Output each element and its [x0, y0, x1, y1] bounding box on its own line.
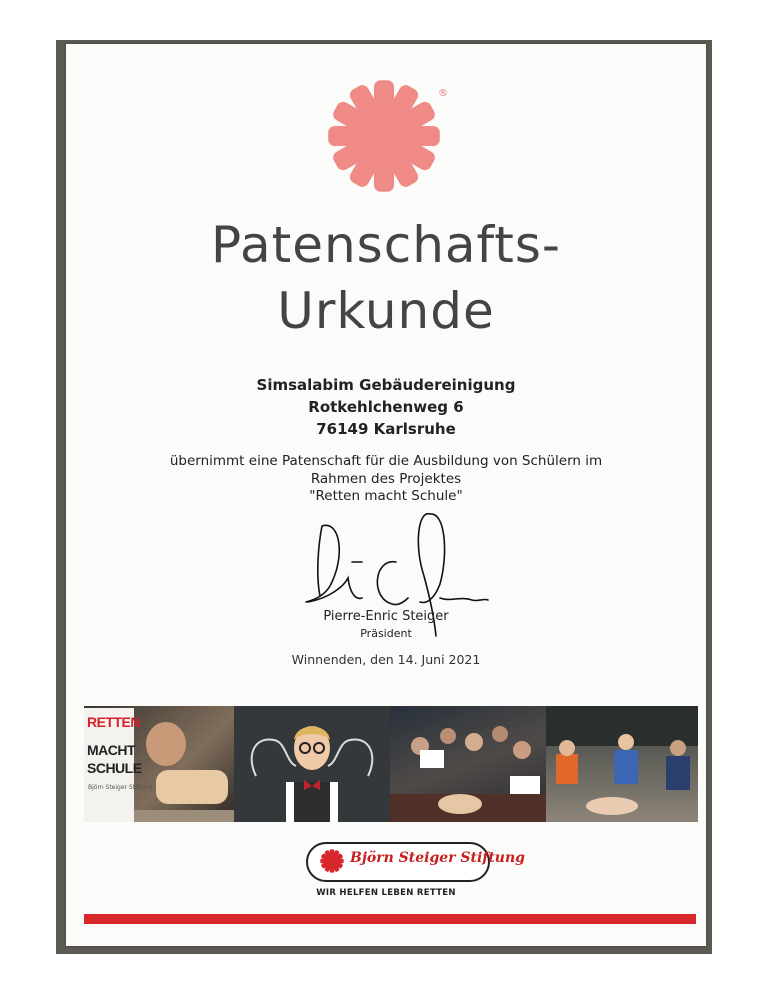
brand-line-3: SCHULE — [87, 760, 142, 776]
photo-panel-cpr-training — [546, 706, 698, 822]
star-emblem-icon — [317, 78, 451, 194]
brand-line-1: RETTEN — [87, 714, 140, 730]
place-date: Winnenden, den 14. Juni 2021 — [291, 652, 481, 667]
foundation-tagline: WIR HELFEN LEBEN RETTEN — [316, 888, 456, 898]
title-line-1: Patenschafts- — [211, 216, 561, 274]
foundation-star-icon — [318, 848, 346, 874]
statement-line-1: übernimmt eine Patenschaft für die Ausbildung von Schülern im — [169, 453, 603, 469]
sponsor-name: Simsalabim Gebäudereinigung — [256, 376, 516, 394]
signer-role: Präsident — [360, 627, 412, 640]
photo-panel-boy — [234, 706, 390, 822]
handwritten-signature — [300, 506, 490, 646]
statement-line-2: Rahmen des Projektes — [310, 471, 462, 487]
title-line-2: Urkunde — [277, 282, 495, 340]
statement-line-3: "Retten macht Schule" — [309, 488, 463, 504]
brand-small-text: Björn Steiger Stiftung — [88, 784, 153, 791]
photo-panel-classroom — [390, 706, 546, 822]
sponsor-street: Rotkehlchenweg 6 — [308, 398, 464, 416]
registered-mark: ® — [438, 88, 448, 99]
signer-name: Pierre-Enric Steiger — [323, 609, 449, 624]
brand-line-2: MACHT — [87, 742, 136, 758]
foundation-logo-text: Björn Steiger Stiftung — [350, 850, 525, 866]
red-footer-bar — [84, 914, 696, 924]
sponsor-city: 76149 Karlsruhe — [316, 420, 456, 438]
